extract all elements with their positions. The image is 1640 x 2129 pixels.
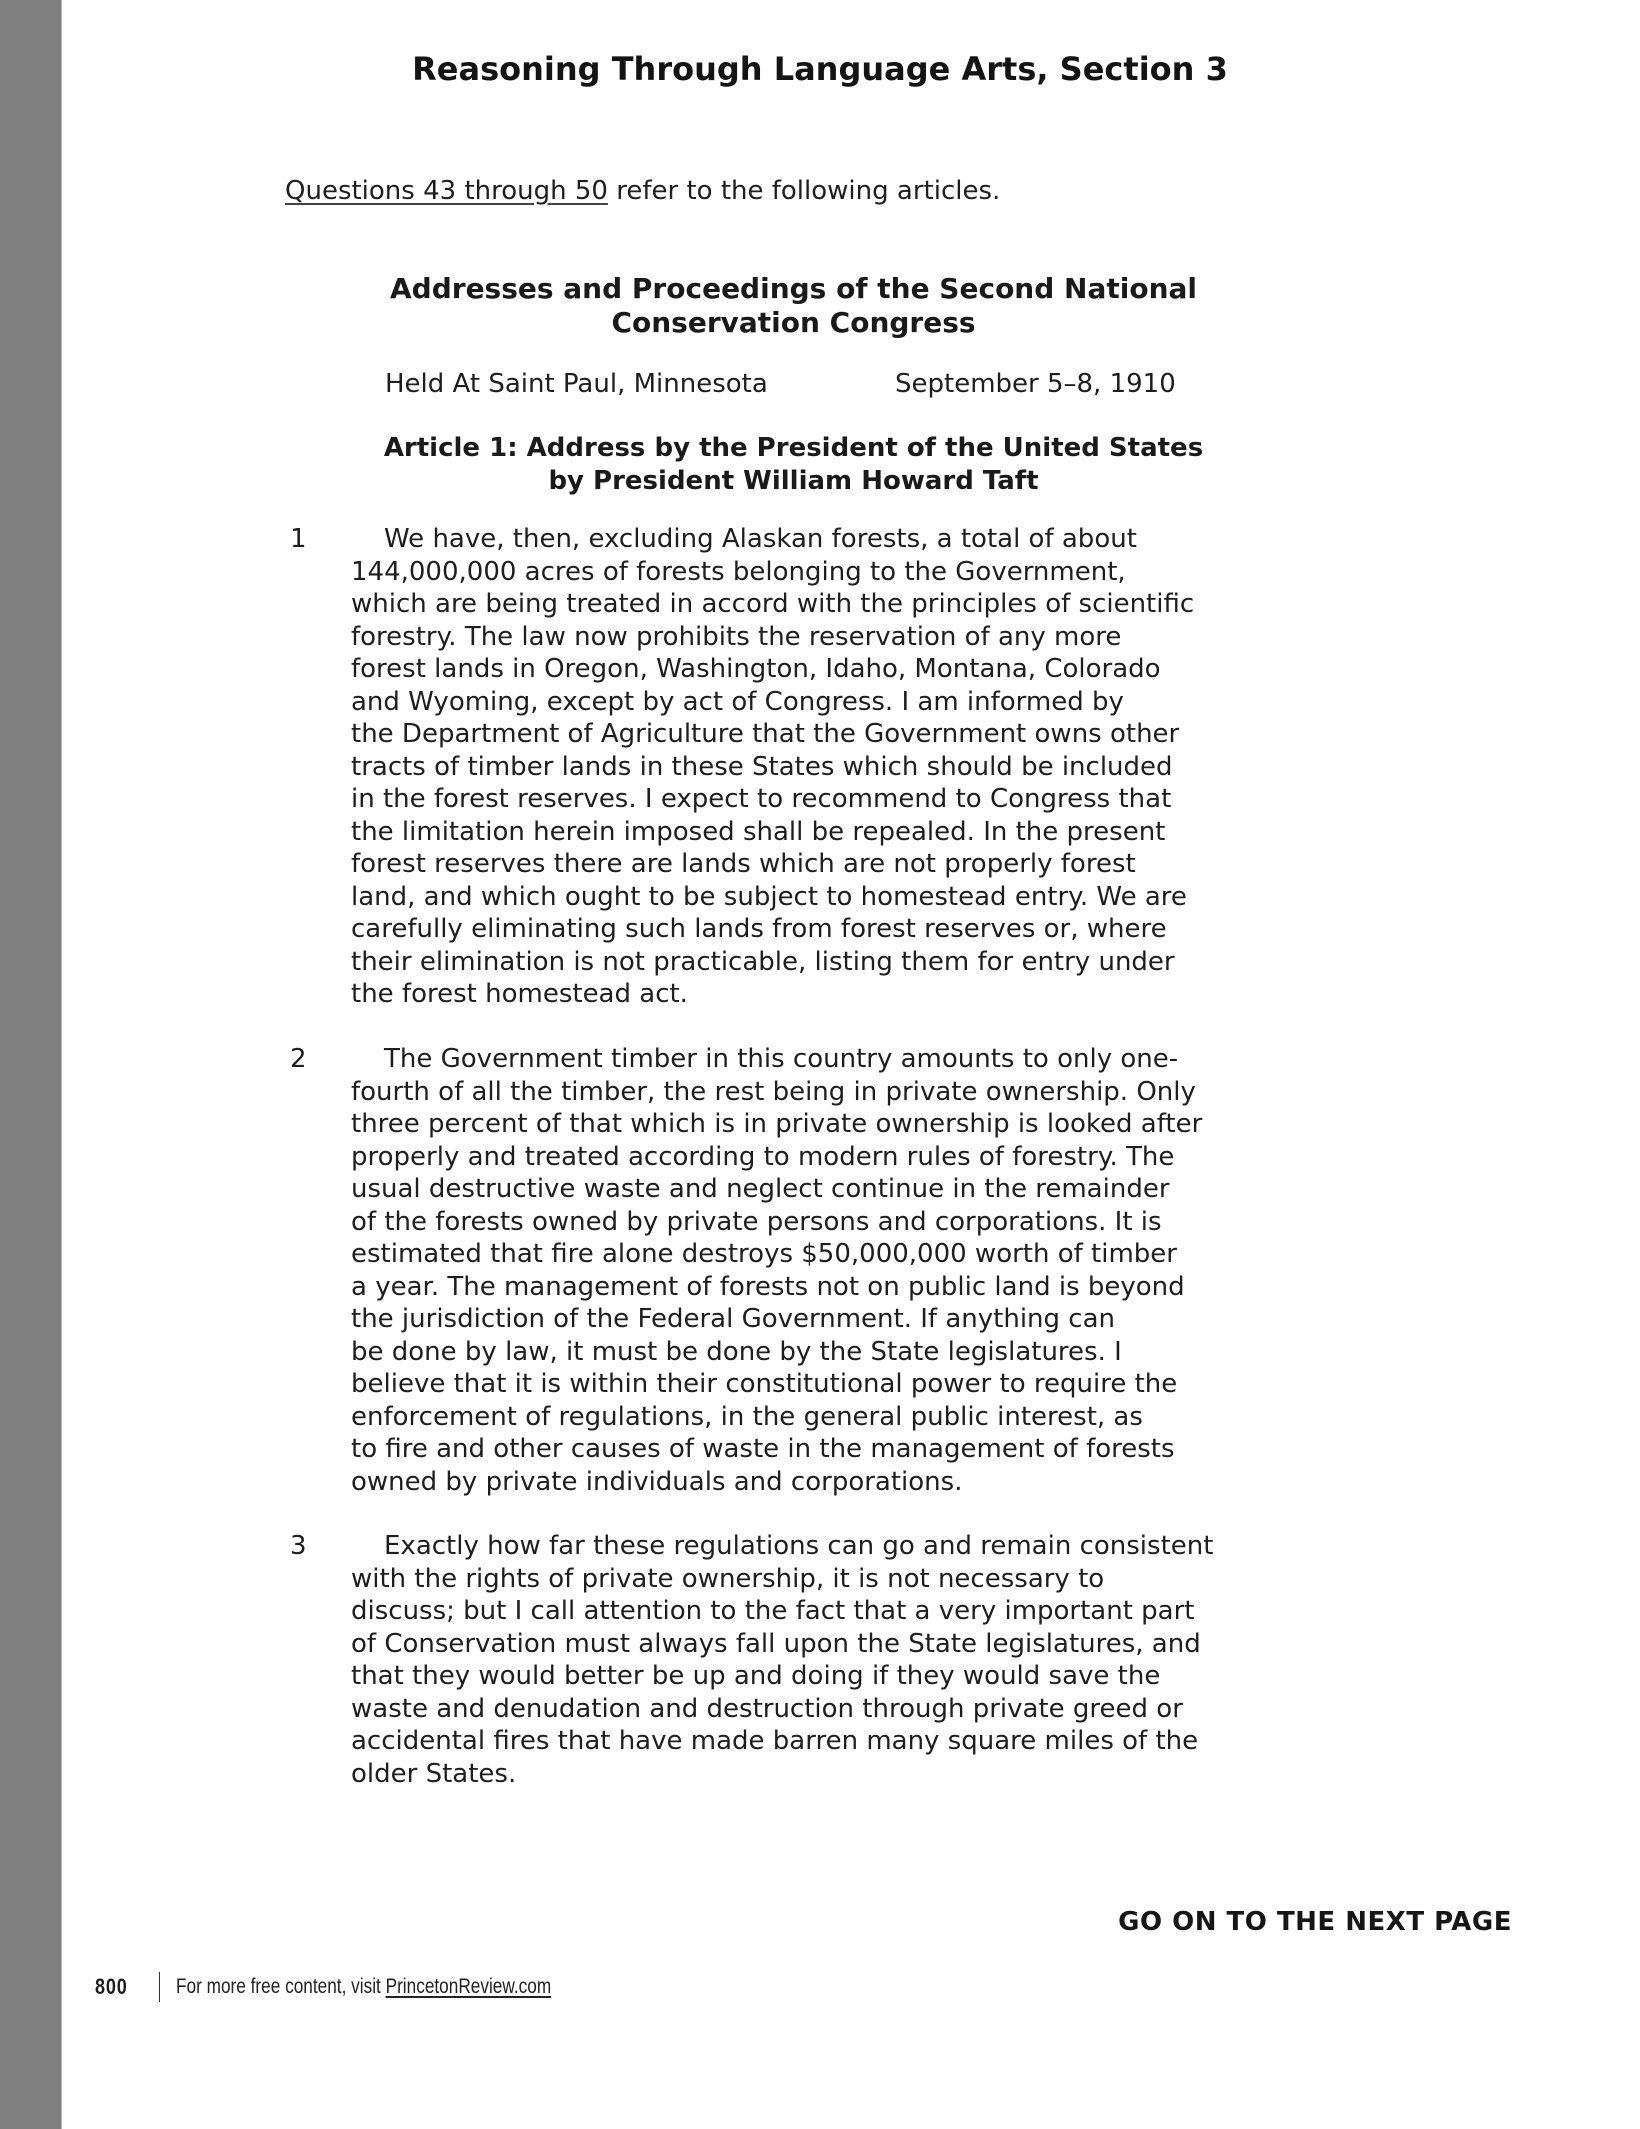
- footer-divider: [159, 1972, 160, 2002]
- document-heading-line-1: Addresses and Proceedings of the Second National: [390, 272, 1197, 305]
- event-location: Held At Saint Paul, Minnesota: [385, 369, 768, 399]
- paragraph-line: that they would better be up and doing if they would save the: [351, 1661, 1161, 1691]
- paragraph-number: 3: [290, 1531, 307, 1561]
- paragraph-line: owned by private individuals and corporations.: [351, 1466, 963, 1497]
- paragraph-line: discuss; but I call attention to the fact that a very important part: [351, 1596, 1195, 1626]
- paragraph-line: forest lands in Oregon, Washington, Idaho, Montana, Colorado: [351, 654, 1161, 684]
- paragraph-line: three percent of that which is in private ownership is looked after: [351, 1109, 1203, 1139]
- paragraph-line: in the forest reserves. I expect to recommend to Congress that: [351, 784, 1172, 814]
- paragraph-line: land, and which ought to be subject to homestead entry. We are: [351, 881, 1187, 912]
- paragraph-line: the limitation herein imposed shall be repealed. In the present: [351, 816, 1166, 847]
- paragraph-line: properly and treated according to modern rules of forestry. The: [351, 1141, 1175, 1172]
- page-number: 800: [95, 1974, 128, 1999]
- intro-line: [285, 176, 1000, 206]
- paragraph-line: be done by law, it must be done by the State legislatures. I: [351, 1336, 1122, 1367]
- paragraph-line: estimated that fire alone destroys $50,000,000 worth of timber: [351, 1239, 1177, 1269]
- paragraph-line: The Government timber in this country amounts to only one-: [384, 1044, 1179, 1074]
- paragraph-line: carefully eliminating such lands from forest reserves or, where: [351, 914, 1167, 944]
- page-edge-strip: [0, 0, 62, 2129]
- paragraph-line: of Conservation must always fall upon the State legislatures, and: [351, 1628, 1201, 1659]
- document-heading-line-2: Conservation Congress: [611, 306, 976, 339]
- paragraph-line: usual destructive waste and neglect continue in the remainder: [351, 1174, 1170, 1204]
- paragraph-line: believe that it is within their constitutional power to require the: [351, 1369, 1178, 1399]
- paragraph-line: forest reserves there are lands which are not properly forest: [351, 849, 1136, 879]
- article-heading: [350, 432, 1237, 498]
- paragraph-line: which are being treated in accord with the principles of scientific: [351, 589, 1195, 619]
- paragraph-line: and Wyoming, except by act of Congress. I am informed by: [351, 686, 1124, 717]
- paragraph-text: [351, 1043, 1202, 1498]
- paragraph-line: the Department of Agriculture that the Government owns other: [351, 719, 1180, 749]
- footer-promo-text: For more free content, visit: [176, 1975, 386, 1998]
- page-footer: [95, 1970, 634, 2004]
- paragraph-line: with the rights of private ownership, it is not necessary to: [351, 1563, 1105, 1594]
- paragraph-line: waste and denudation and destruction through private greed or: [351, 1693, 1183, 1724]
- section-title: Reasoning Through Language Arts, Section 3: [412, 50, 1228, 88]
- paragraph-line: 144,000,000 acres of forests belonging to the Government,: [351, 556, 1126, 587]
- paragraph-line: to fire and other causes of waste in the management of forests: [351, 1434, 1175, 1464]
- questions-range-link[interactable]: Questions 43 through 50: [285, 176, 608, 206]
- princeton-review-link[interactable]: PrincetonReview.com: [385, 1975, 552, 1998]
- paragraph-line: a year. The management of forests not on public land is beyond: [351, 1271, 1185, 1302]
- paragraph-line: the jurisdiction of the Federal Government. If anything can: [351, 1304, 1115, 1334]
- footer-text: [176, 1975, 551, 1999]
- paragraph-line: tracts of timber lands in these States which should be included: [351, 751, 1173, 782]
- paragraph-number: 2: [290, 1044, 307, 1074]
- paragraph-text: [351, 523, 1194, 1011]
- article-heading-line-1: Article 1: Address by the President of the United States: [383, 433, 1204, 463]
- paragraph-line: their elimination is not practicable, listing them for entry under: [351, 946, 1175, 977]
- paragraph-line: enforcement of regulations, in the general public interest, as: [351, 1401, 1143, 1432]
- paragraph-line: forestry. The law now prohibits the reservation of any more: [351, 621, 1122, 652]
- event-dates: September 5–8, 1910: [895, 369, 1176, 399]
- paragraph-line: Exactly how far these regulations can go and remain consistent: [384, 1531, 1214, 1561]
- paragraph-line: fourth of all the timber, the rest being in private ownership. Only: [351, 1076, 1196, 1107]
- intro-text: refer to the following articles.: [607, 176, 1001, 206]
- paragraph-line: the forest homestead act.: [351, 979, 688, 1009]
- paragraph-line: accidental fires that have made barren many square miles of the: [351, 1726, 1199, 1756]
- paragraph-line: of the forests owned by private persons and corporations. It is: [351, 1206, 1162, 1237]
- paragraph-text: [351, 1530, 1213, 1790]
- paragraph-line: We have, then, excluding Alaskan forests, a total of about: [384, 524, 1137, 554]
- go-on-next-page-label: GO ON TO THE NEXT PAGE: [1118, 1907, 1512, 1937]
- document-heading: [350, 272, 1237, 340]
- paragraph-line: older States.: [351, 1758, 517, 1789]
- article-heading-line-2: by President William Howard Taft: [548, 466, 1039, 496]
- paragraph-number: 1: [290, 524, 307, 554]
